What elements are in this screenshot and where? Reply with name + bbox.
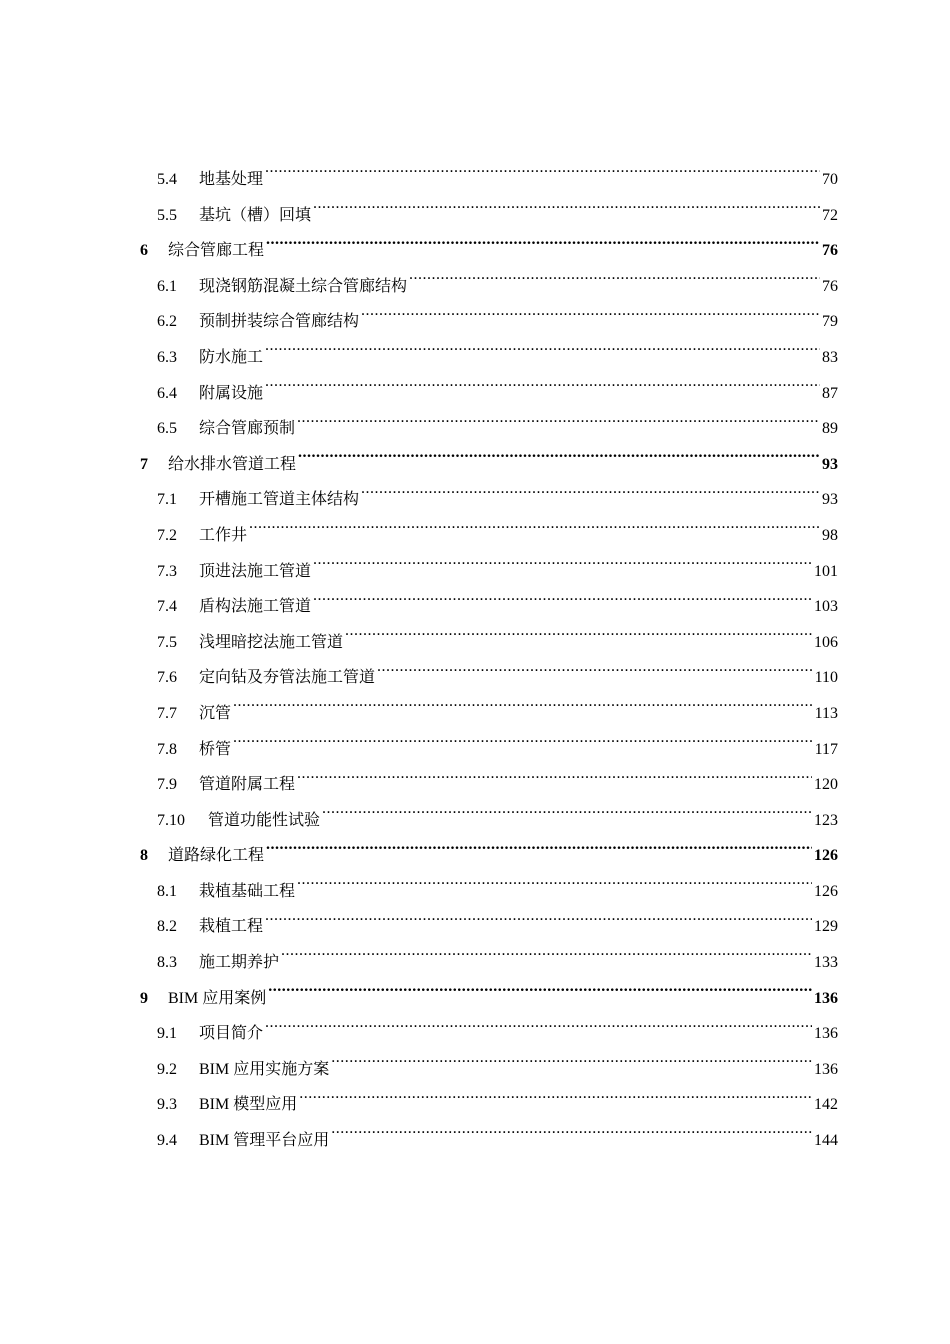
toc-entry-number: 6.5: [157, 420, 177, 438]
toc-entry-page: 89: [822, 420, 838, 438]
dot-leader: [361, 488, 820, 504]
toc-entry-page: 133: [814, 954, 838, 972]
toc-entry-title: 管道附属工程: [199, 776, 296, 794]
toc-section-entry[interactable]: [140, 162, 838, 198]
dot-leader: [233, 738, 813, 754]
toc-entry-number: 7: [140, 455, 148, 473]
dot-leader: [265, 346, 820, 362]
toc-entry-number: 6.1: [157, 277, 177, 295]
dot-leader: [249, 524, 820, 540]
toc-entry-page: 136: [814, 989, 838, 1007]
toc-entry-number: 8.2: [157, 918, 177, 936]
toc-entry-number: 9.1: [157, 1025, 177, 1043]
dot-leader: [298, 453, 820, 469]
toc-entry-title: 基坑（槽）回填: [199, 206, 312, 224]
toc-entry-title: 附属设施: [199, 384, 264, 402]
dot-leader: [313, 595, 812, 611]
toc-entry-title: 预制拼装综合管廊结构: [199, 313, 360, 331]
toc-section-entry[interactable]: [140, 874, 838, 910]
toc-entry-title: BIM 管理平台应用: [199, 1132, 330, 1150]
toc-section-entry[interactable]: [140, 554, 838, 590]
toc-entry-page: 142: [814, 1096, 838, 1114]
dot-leader: [409, 275, 820, 291]
toc-entry-page: 93: [822, 455, 838, 473]
toc-section-entry[interactable]: [140, 732, 838, 768]
toc-entry-title: 顶进法施工管道: [199, 562, 312, 580]
toc-section-entry[interactable]: [140, 589, 838, 625]
dot-leader: [268, 987, 812, 1003]
dot-leader: [345, 631, 812, 647]
dot-leader: [331, 1129, 812, 1145]
toc-entry-title: 桥管: [199, 740, 232, 758]
toc-entry-page: 129: [814, 918, 838, 936]
toc-chapter-entry[interactable]: [140, 233, 838, 269]
toc-entry-title: 沉管: [199, 704, 232, 722]
toc-entry-page: 76: [822, 242, 838, 260]
toc-chapter-entry[interactable]: [140, 838, 838, 874]
toc-section-entry[interactable]: [140, 1052, 838, 1088]
toc-entry-title: 浅埋暗挖法施工管道: [199, 633, 344, 651]
toc-entry-page: 136: [814, 1025, 838, 1043]
toc-entry-page: 113: [814, 704, 838, 722]
toc-entry-page: 103: [814, 598, 838, 616]
toc-entry-page: 83: [822, 348, 838, 366]
toc-entry-title: BIM 应用案例: [168, 989, 267, 1007]
toc-entry-page: 101: [814, 562, 838, 580]
toc-entry-number: 7.7: [157, 704, 177, 722]
toc-entry-number: 9.2: [157, 1060, 177, 1078]
toc-section-entry[interactable]: [140, 1123, 838, 1159]
toc-chapter-entry[interactable]: [140, 981, 838, 1017]
toc-entry-number: 7.1: [157, 491, 177, 509]
dot-leader: [265, 382, 820, 398]
toc-section-entry[interactable]: [140, 304, 838, 340]
toc-entry-page: 120: [814, 776, 838, 794]
toc-section-entry[interactable]: [140, 482, 838, 518]
toc-chapter-entry[interactable]: [140, 447, 838, 483]
toc-entry-title: 综合管廊工程: [168, 242, 265, 260]
dot-leader: [265, 915, 812, 931]
toc-section-entry[interactable]: [140, 803, 838, 839]
dot-leader: [297, 773, 812, 789]
toc-entry-page: 126: [814, 847, 838, 865]
toc-entry-page: 106: [814, 633, 838, 651]
toc-entry-number: 5.5: [157, 206, 177, 224]
toc-entry-number: 6: [140, 242, 148, 260]
toc-entry-number: 9.3: [157, 1096, 177, 1114]
toc-entry-number: 6.2: [157, 313, 177, 331]
toc-entry-title: 栽植工程: [199, 918, 264, 936]
toc-section-entry[interactable]: [140, 767, 838, 803]
toc-entry-number: 7.8: [157, 740, 177, 758]
dot-leader: [265, 1022, 812, 1038]
table-of-contents: [140, 162, 838, 1159]
toc-entry-title: 开槽施工管道主体结构: [199, 491, 360, 509]
toc-entry-number: 7.2: [157, 526, 177, 544]
toc-section-entry[interactable]: [140, 376, 838, 412]
toc-entry-title: 工作井: [199, 526, 248, 544]
toc-section-entry[interactable]: [140, 340, 838, 376]
toc-entry-number: 6.3: [157, 348, 177, 366]
toc-section-entry[interactable]: [140, 198, 838, 234]
toc-entry-number: 7.10: [157, 811, 185, 829]
toc-entry-number: 7.6: [157, 669, 177, 687]
toc-section-entry[interactable]: [140, 625, 838, 661]
toc-section-entry[interactable]: [140, 518, 838, 554]
dot-leader: [297, 880, 812, 896]
dot-leader: [281, 951, 812, 967]
toc-entry-number: 8.1: [157, 882, 177, 900]
toc-entry-title: 定向钻及夯管法施工管道: [199, 669, 376, 687]
toc-entry-title: 防水施工: [199, 348, 264, 366]
dot-leader: [266, 844, 812, 860]
dot-leader: [266, 239, 820, 255]
toc-entry-number: 7.5: [157, 633, 177, 651]
toc-entry-title: BIM 应用实施方案: [199, 1060, 330, 1078]
toc-entry-number: 8.3: [157, 954, 177, 972]
toc-entry-page: 136: [814, 1060, 838, 1078]
toc-entry-title: 综合管廊预制: [199, 420, 296, 438]
dot-leader: [377, 666, 813, 682]
toc-entry-page: 123: [814, 811, 838, 829]
toc-entry-number: 7.4: [157, 598, 177, 616]
dot-leader: [331, 1058, 812, 1074]
dot-leader: [297, 417, 820, 433]
toc-section-entry[interactable]: [140, 269, 838, 305]
dot-leader: [299, 1093, 812, 1109]
toc-entry-page: 79: [822, 313, 838, 331]
toc-entry-page: 144: [814, 1132, 838, 1150]
toc-entry-title: 道路绿化工程: [168, 847, 265, 865]
toc-entry-number: 6.4: [157, 384, 177, 402]
toc-entry-title: 地基处理: [199, 171, 264, 188]
toc-section-entry[interactable]: [140, 660, 838, 696]
dot-leader: [361, 310, 820, 326]
toc-entry-page: 87: [822, 384, 838, 402]
toc-entry-number: 9.4: [157, 1132, 177, 1150]
toc-section-entry[interactable]: [140, 909, 838, 945]
toc-entry-title: 项目简介: [199, 1025, 264, 1043]
toc-section-entry[interactable]: [140, 945, 838, 981]
toc-entry-page: 126: [814, 882, 838, 900]
dot-leader: [233, 702, 813, 718]
dot-leader: [313, 560, 812, 576]
toc-entry-title: 栽植基础工程: [199, 882, 296, 900]
dot-leader: [265, 168, 820, 184]
toc-entry-page: 93: [822, 491, 838, 509]
toc-entry-number: 7.9: [157, 776, 177, 794]
toc-section-entry[interactable]: [140, 696, 838, 732]
toc-entry-page: 98: [822, 526, 838, 544]
toc-entry-page: 117: [814, 740, 838, 758]
toc-entry-number: 5.4: [157, 171, 177, 188]
toc-entry-title: 盾构法施工管道: [199, 598, 312, 616]
toc-entry-title: 施工期养护: [199, 954, 280, 972]
dot-leader: [322, 809, 812, 825]
toc-section-entry[interactable]: [140, 1016, 838, 1052]
toc-entry-page: 110: [814, 669, 838, 687]
toc-entry-page: 72: [822, 206, 838, 224]
toc-section-entry[interactable]: [140, 1087, 838, 1123]
toc-entry-title: 管道功能性试验: [208, 811, 321, 829]
dot-leader: [313, 204, 820, 220]
toc-entry-title: 现浇钢筋混凝土综合管廊结构: [199, 277, 408, 295]
toc-entry-page: 70: [822, 171, 838, 188]
toc-entry-number: 9: [140, 989, 148, 1007]
toc-section-entry[interactable]: [140, 411, 838, 447]
toc-entry-page: 76: [822, 277, 838, 295]
toc-entry-title: 给水排水管道工程: [168, 455, 297, 473]
toc-entry-number: 7.3: [157, 562, 177, 580]
toc-entry-number: 8: [140, 847, 148, 865]
toc-entry-title: BIM 模型应用: [199, 1096, 298, 1114]
